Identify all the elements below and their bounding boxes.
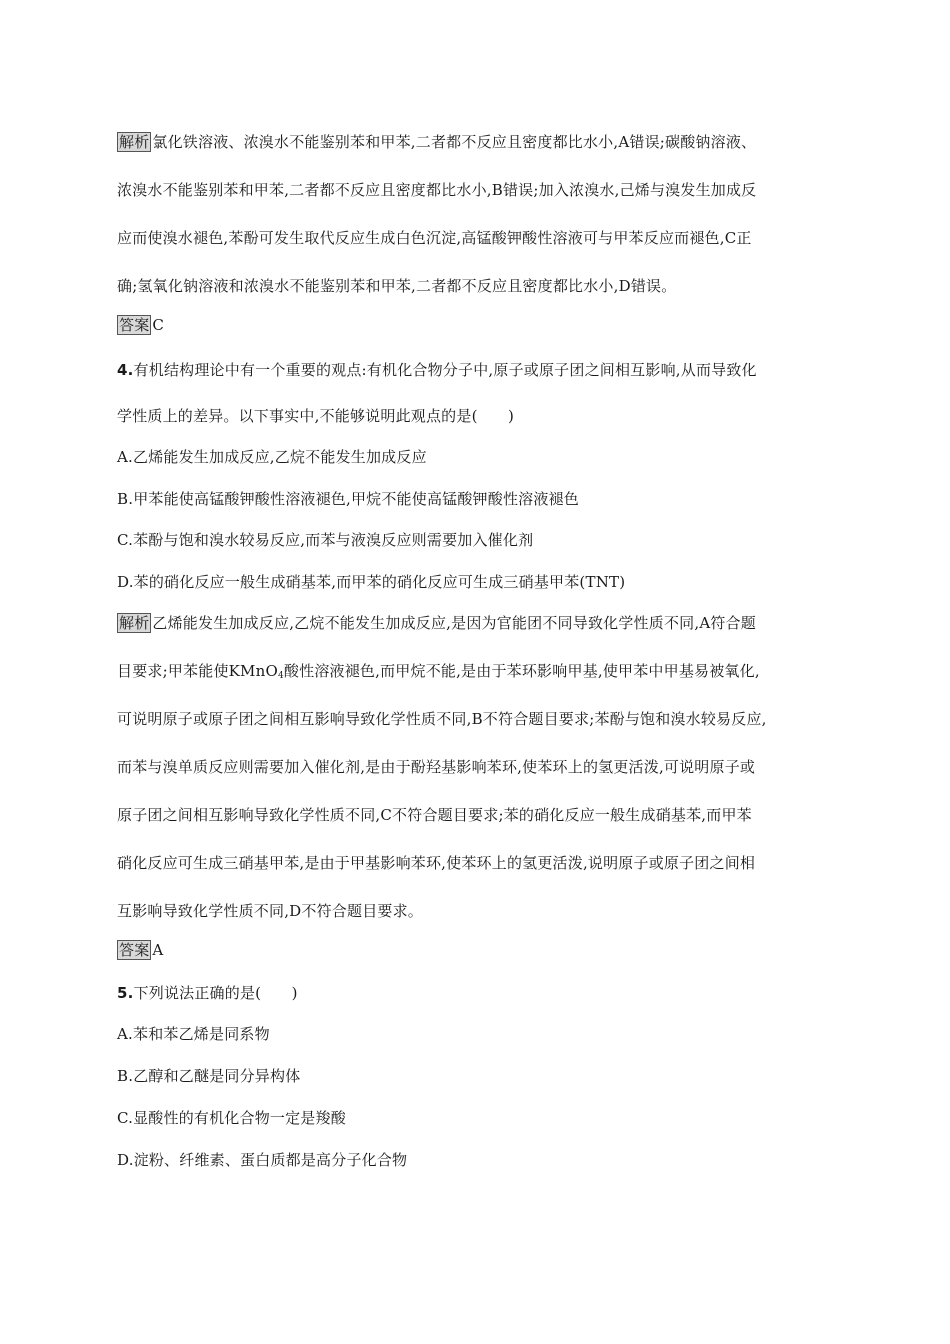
option-a: A.苯和苯乙烯是同系物 (117, 1025, 270, 1043)
question-number: 4. (117, 361, 134, 379)
question-stem (117, 983, 298, 1003)
answer-line (117, 315, 164, 335)
analysis-line: 硝化反应可生成三硝基甲苯,是由于甲基影响苯环,使苯环上的氢更活泼,说明原子或原子团之间相 (117, 854, 756, 872)
analysis-line (117, 661, 760, 686)
analysis-text: 氯化铁溶液、浓溴水不能鉴别苯和甲苯,二者都不反应且密度都比水小,A错误;碳酸钠溶液、 (152, 133, 757, 151)
analysis-tag: 解析 (119, 133, 150, 151)
analysis-line (117, 132, 756, 152)
question-text: 下列说法正确的是( ) (133, 984, 298, 1002)
option-b: B.乙醇和乙醚是同分异构体 (117, 1067, 301, 1085)
analysis-line: 原子团之间相互影响导致化学性质不同,C不符合题目要求;苯的硝化反应一般生成硝基苯,而甲苯 (117, 806, 752, 824)
option-c: C.苯酚与饱和溴水较易反应,而苯与液溴反应则需要加入催化剂 (117, 531, 534, 549)
analysis-text: 目要求;甲苯能使KMnO (117, 662, 278, 680)
option-d: D.苯的硝化反应一般生成硝基苯,而甲苯的硝化反应可生成三硝基甲苯(TNT) (117, 573, 626, 591)
subscript: 4 (277, 671, 284, 681)
analysis-text: 乙烯能发生加成反应,乙烷不能发生加成反应,是因为官能团不同导致化学性质不同,A符合题 (152, 614, 756, 632)
answer-value: A (152, 941, 164, 959)
analysis-line: 应而使溴水褪色,苯酚可发生取代反应生成白色沉淀,高锰酸钾酸性溶液可与甲苯反应而褪色,C正 (117, 229, 752, 247)
analysis-text: 酸性溶液褪色,而甲烷不能,是由于苯环影响甲基,使甲苯中甲基易被氧化, (283, 662, 760, 680)
answer-tag: 答案 (119, 941, 150, 959)
answer-line (117, 940, 163, 960)
option-c: C.显酸性的有机化合物一定是羧酸 (117, 1109, 346, 1127)
analysis-tag: 解析 (119, 614, 150, 632)
answer-tag: 答案 (119, 316, 150, 334)
question-number: 5. (117, 984, 134, 1002)
option-b: B.甲苯能使高锰酸钾酸性溶液褪色,甲烷不能使高锰酸钾酸性溶液褪色 (117, 490, 579, 508)
analysis-line: 确;氢氧化钠溶液和浓溴水不能鉴别苯和甲苯,二者都不反应且密度都比水小,D错误。 (117, 277, 677, 295)
question-stem (117, 360, 757, 380)
analysis-line: 互影响导致化学性质不同,D不符合题目要求。 (117, 902, 423, 920)
option-d: D.淀粉、纤维素、蛋白质都是高分子化合物 (117, 1151, 408, 1169)
question-text: 有机结构理论中有一个重要的观点:有机化合物分子中,原子或原子团之间相互影响,从而导致化 (133, 361, 757, 379)
analysis-line: 浓溴水不能鉴别苯和甲苯,二者都不反应且密度都比水小,B错误;加入浓溴水,己烯与溴发生加成反 (117, 181, 757, 199)
analysis-line: 可说明原子或原子团之间相互影响导致化学性质不同,B不符合题目要求;苯酚与饱和溴水较易反应, (117, 710, 767, 728)
question-stem: 学性质上的差异。以下事实中,不能够说明此观点的是( ) (117, 407, 515, 425)
option-a: A.乙烯能发生加成反应,乙烷不能发生加成反应 (117, 448, 427, 466)
analysis-line: 而苯与溴单质反应则需要加入催化剂,是由于酚羟基影响苯环,使苯环上的氢更活泼,可说明原子或 (117, 758, 756, 776)
answer-value: C (152, 316, 165, 334)
analysis-line (117, 613, 756, 633)
